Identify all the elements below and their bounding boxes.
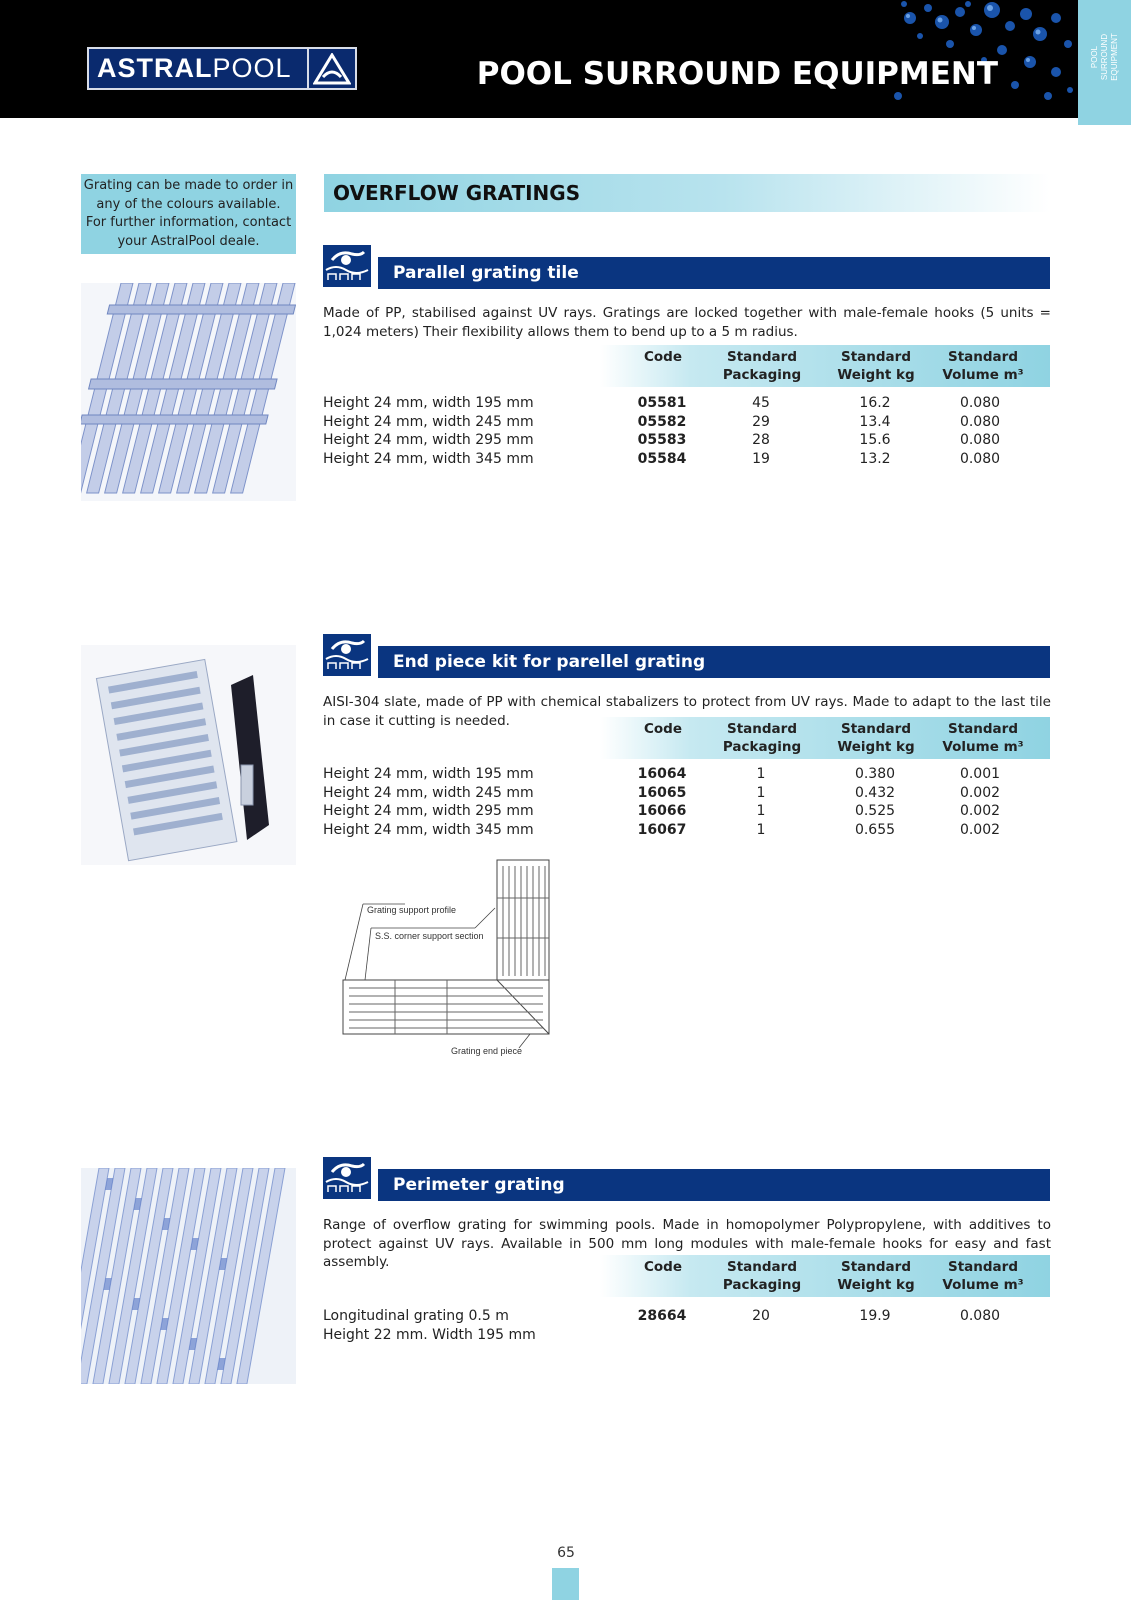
row-volume: 0.002	[959, 784, 1001, 801]
col-code: Code	[643, 349, 682, 365]
table-header	[600, 1255, 1050, 1297]
col-packaging-line2: Packaging	[722, 367, 802, 383]
col-volume-line2: Volume m³	[942, 367, 1024, 383]
col-packaging	[722, 1258, 802, 1294]
col-weight-line2: Weight kg	[837, 367, 915, 383]
col-weight-line1: Standard	[841, 1259, 911, 1275]
row-packaging: 29	[752, 413, 770, 430]
row-weight: 0.380	[854, 766, 896, 782]
row-weight: 0.432	[854, 784, 896, 801]
product-title: Perimeter grating	[378, 1169, 1050, 1201]
pool-grating-icon	[323, 245, 371, 287]
row-code: 16067	[637, 821, 687, 838]
table-row-sub	[323, 1326, 1051, 1345]
row-code: 05581	[637, 395, 687, 411]
col-volume-line1: Standard	[948, 349, 1018, 365]
col-volume-line2: Volume m³	[942, 1277, 1024, 1293]
row-volume: 0.080	[959, 413, 1001, 430]
product-description: Range of overflow grating for swimming pools. Made in homopolymer Polypropylene, with additives to protect against UV rays. Available in 500 mm long modules with male-female hooks for easy and fast assembly.	[323, 1217, 1051, 1270]
section-title: OVERFLOW GRATINGS	[324, 174, 1050, 212]
col-volume-line1: Standard	[948, 721, 1018, 737]
col-volume-line1: Standard	[948, 1259, 1018, 1275]
table-row	[323, 450, 1051, 469]
row-label: Height 24 mm, width 245 mm	[323, 784, 534, 801]
col-volume	[940, 720, 1026, 756]
row-volume: 0.080	[959, 395, 1001, 411]
col-packaging	[722, 348, 802, 384]
col-code: Code	[643, 1259, 682, 1275]
row-weight: 15.6	[859, 432, 891, 448]
logo-brand-bold: ASTRAL	[97, 53, 213, 83]
table-row	[323, 394, 1051, 413]
col-packaging-line2: Packaging	[722, 1277, 802, 1293]
row-packaging: 1	[756, 784, 766, 801]
row-code: 16066	[637, 803, 687, 819]
end-piece-kit-photo	[81, 645, 296, 865]
row-packaging: 1	[756, 821, 766, 838]
col-packaging-line1: Standard	[727, 1259, 797, 1275]
row-code: 16065	[637, 784, 687, 801]
table-row	[323, 784, 1051, 803]
col-volume	[940, 1258, 1026, 1294]
table-row	[323, 821, 1051, 840]
row-label: Height 24 mm, width 345 mm	[323, 821, 534, 838]
perimeter-grating-photo	[81, 1168, 296, 1384]
row-label: Height 24 mm, width 345 mm	[323, 450, 534, 467]
page-title: POOL SURROUND EQUIPMENT	[476, 56, 998, 92]
row-packaging: 28	[752, 432, 770, 448]
col-weight-line2: Weight kg	[837, 739, 915, 755]
pool-grating-icon	[323, 634, 371, 676]
col-volume-line2: Volume m³	[942, 739, 1024, 755]
col-weight	[836, 720, 916, 756]
row-packaging: 19	[752, 450, 770, 467]
page-header	[0, 0, 1078, 118]
row-weight: 16.2	[859, 395, 891, 411]
row-weight: 0.655	[854, 821, 896, 838]
row-label: Longitudinal grating 0.5 m	[323, 1308, 509, 1324]
col-weight	[836, 348, 916, 384]
row-packaging: 45	[752, 395, 770, 411]
row-volume: 0.002	[959, 821, 1001, 838]
table-row	[323, 1307, 1051, 1326]
row-code: 05582	[637, 413, 687, 430]
row-code: 05584	[637, 450, 687, 467]
side-tab-line2: EQUIPMENT	[1110, 33, 1119, 81]
col-packaging-line1: Standard	[727, 721, 797, 737]
side-tab-label	[1090, 22, 1120, 92]
product-title: End piece kit for parellel grating	[378, 646, 1050, 678]
logo-triangle-icon	[307, 49, 355, 88]
row-label: Height 24 mm, width 295 mm	[323, 432, 534, 448]
table-row	[323, 765, 1051, 784]
row-packaging: 20	[752, 1308, 770, 1324]
label-end-piece: Grating end piece	[451, 1046, 523, 1056]
product-title: Parallel grating tile	[378, 257, 1050, 289]
col-weight-line2: Weight kg	[837, 1277, 915, 1293]
row-volume: 0.080	[959, 432, 1001, 448]
col-code: Code	[643, 721, 682, 737]
table-row	[323, 431, 1051, 450]
row-code: 28664	[637, 1308, 687, 1324]
logo-brand-light: POOL	[212, 53, 292, 83]
col-weight-line1: Standard	[841, 349, 911, 365]
row-weight: 19.9	[859, 1308, 891, 1324]
row-code: 16064	[637, 766, 687, 782]
table-row	[323, 802, 1051, 821]
page-tab	[552, 1568, 579, 1600]
row-weight: 0.525	[854, 803, 896, 819]
side-tab-line1: POOL SURROUND	[1090, 33, 1109, 81]
col-weight-line1: Standard	[841, 721, 911, 737]
row-label: Height 24 mm, width 295 mm	[323, 803, 534, 819]
pool-grating-icon	[323, 1157, 371, 1199]
row-weight: 13.2	[859, 450, 891, 467]
row-volume: 0.002	[959, 803, 1001, 819]
table-row	[323, 413, 1051, 432]
col-weight	[836, 1258, 916, 1294]
parallel-grating-photo	[81, 283, 296, 501]
product-description: AISI-304 slate, made of PP with chemical stabalizers to protect from UV rays. Made to adapt to the last tile in case it cutting is needed.	[323, 694, 1051, 729]
col-packaging	[722, 720, 802, 756]
col-packaging-line2: Packaging	[722, 739, 802, 755]
end-piece-diagram	[335, 858, 555, 1058]
table-header	[600, 717, 1050, 759]
note-line: your AstralPool deale.	[117, 233, 260, 249]
row-label: Height 24 mm, width 245 mm	[323, 413, 534, 430]
note-line: For further information, contact	[85, 215, 292, 230]
note-line: Grating can be made to order in	[83, 178, 294, 193]
label-support-profile: Grating support profile	[367, 905, 457, 915]
col-volume	[940, 348, 1026, 384]
product-description: Made of PP, stabilised against UV rays. Gratings are locked together with male-female hooks (5 units = 1,024 meters) Their flexibility allows them to bend up to a 5 m radius.	[323, 305, 1051, 340]
row-code: 05583	[637, 432, 687, 448]
water-bubbles-decoration	[880, 0, 1078, 110]
colour-note	[81, 174, 296, 254]
row-label: Height 24 mm, width 195 mm	[323, 766, 534, 782]
label-corner-support: S.S. corner support section	[375, 931, 484, 941]
row-label-line2: Height 22 mm. Width 195 mm	[323, 1326, 536, 1343]
note-line: any of the colours available.	[96, 196, 281, 212]
row-packaging: 1	[756, 803, 766, 819]
table-header	[600, 345, 1050, 387]
row-volume: 0.080	[959, 450, 1001, 467]
row-label: Height 24 mm, width 195 mm	[323, 395, 534, 411]
astralpool-logo	[87, 47, 357, 90]
row-volume: 0.001	[959, 766, 1001, 782]
row-packaging: 1	[756, 766, 766, 782]
row-volume: 0.080	[959, 1308, 1001, 1324]
col-packaging-line1: Standard	[727, 349, 797, 365]
row-weight: 13.4	[859, 413, 891, 430]
page-number: 65	[557, 1545, 575, 1561]
